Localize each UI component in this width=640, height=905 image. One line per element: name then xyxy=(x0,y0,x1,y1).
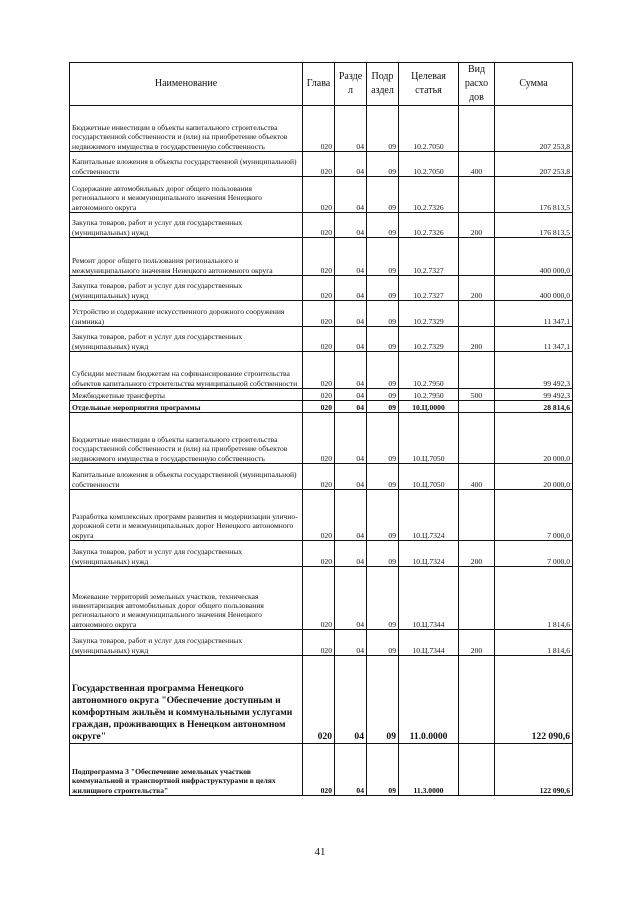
row-podrazdel: 09 xyxy=(367,352,399,389)
row-summa: 99 492,3 xyxy=(495,352,573,389)
table-row xyxy=(70,276,573,301)
row-statya: 10.Ц.7344 xyxy=(399,630,459,656)
row-glava: 020 xyxy=(303,301,335,327)
header-vid: Вид расхо дов xyxy=(459,63,495,106)
row-razdel: 04 xyxy=(335,106,367,152)
row-podrazdel: 09 xyxy=(367,490,399,541)
header-name: Наименование xyxy=(70,63,303,106)
header-row xyxy=(70,63,573,106)
row-razdel: 04 xyxy=(335,238,367,276)
row-name: Закупка товаров, работ и услуг для государственных (муниципальных) нужд xyxy=(70,630,303,656)
row-razdel: 04 xyxy=(335,301,367,327)
row-vid xyxy=(459,106,495,152)
table-row xyxy=(70,464,573,490)
table-row xyxy=(70,213,573,238)
row-name: Бюджетные инвестиции в объекты капитального строительства государственной собственности и (или) на приобретение объектов недвижимого имущества в государственную собственность xyxy=(70,413,303,464)
table-row xyxy=(70,152,573,177)
row-razdel: 04 xyxy=(335,464,367,490)
row-vid xyxy=(459,744,495,796)
row-podrazdel: 09 xyxy=(367,413,399,464)
row-podrazdel: 09 xyxy=(367,301,399,327)
row-summa: 28 814,6 xyxy=(495,401,573,413)
table-row xyxy=(70,177,573,213)
table-row xyxy=(70,301,573,327)
row-podrazdel: 09 xyxy=(367,276,399,301)
row-glava: 020 xyxy=(303,490,335,541)
row-summa: 122 090,6 xyxy=(495,744,573,796)
row-podrazdel: 09 xyxy=(367,238,399,276)
row-vid: 200 xyxy=(459,541,495,567)
row-podrazdel: 09 xyxy=(367,152,399,177)
table-row xyxy=(70,656,573,744)
table-row xyxy=(70,490,573,541)
row-vid xyxy=(459,656,495,744)
row-name: Содержание автомобильных дорог общего пользования регионального и межмуниципального значения Ненецкого автономного округа xyxy=(70,177,303,213)
row-vid: 500 xyxy=(459,389,495,401)
row-summa: 20 000,0 xyxy=(495,464,573,490)
table-row xyxy=(70,541,573,567)
table-body xyxy=(70,106,573,796)
table-row xyxy=(70,327,573,352)
row-statya: 11.3.0000 xyxy=(399,744,459,796)
row-statya: 10.2.7950 xyxy=(399,352,459,389)
row-glava: 020 xyxy=(303,413,335,464)
row-glava: 020 xyxy=(303,656,335,744)
row-summa: 1 814,6 xyxy=(495,567,573,630)
row-summa: 1 814,6 xyxy=(495,630,573,656)
row-glava: 020 xyxy=(303,630,335,656)
row-razdel: 04 xyxy=(335,413,367,464)
row-glava: 020 xyxy=(303,744,335,796)
row-glava: 020 xyxy=(303,177,335,213)
row-podrazdel: 09 xyxy=(367,106,399,152)
header-summa: Сумма xyxy=(495,63,573,106)
row-podrazdel: 09 xyxy=(367,213,399,238)
row-podrazdel: 09 xyxy=(367,541,399,567)
row-name: Государственная программа Ненецкого автономного округа "Обеспечение доступным и комфортным жильём и коммунальными услугами граждан, проживающих в Ненецком автономном округе" xyxy=(70,656,303,744)
row-podrazdel: 09 xyxy=(367,744,399,796)
header-statya: Целевая статья xyxy=(399,63,459,106)
row-vid xyxy=(459,352,495,389)
row-podrazdel: 09 xyxy=(367,177,399,213)
row-summa: 176 813,5 xyxy=(495,177,573,213)
row-razdel: 04 xyxy=(335,401,367,413)
row-statya: 10.2.7950 xyxy=(399,389,459,401)
row-vid xyxy=(459,401,495,413)
table-row xyxy=(70,413,573,464)
row-statya: 10.2.7329 xyxy=(399,327,459,352)
row-summa: 207 253,8 xyxy=(495,152,573,177)
row-podrazdel: 09 xyxy=(367,464,399,490)
row-statya: 10.2.7050 xyxy=(399,106,459,152)
row-summa: 11 347,1 xyxy=(495,327,573,352)
row-statya: 10.Ц.7050 xyxy=(399,464,459,490)
row-name: Закупка товаров, работ и услуг для государственных (муниципальных) нужд xyxy=(70,327,303,352)
row-glava: 020 xyxy=(303,106,335,152)
row-name: Закупка товаров, работ и услуг для государственных (муниципальных) нужд xyxy=(70,541,303,567)
row-summa: 7 000,0 xyxy=(495,490,573,541)
row-razdel: 04 xyxy=(335,630,367,656)
table-row xyxy=(70,744,573,796)
row-summa: 7 000,0 xyxy=(495,541,573,567)
row-name: Межевание территорий земельных участков, техническая инвентаризация автомобильных дорог общего пользования регионального и межмуниципального значения Ненецкого автономного округа xyxy=(70,567,303,630)
table-row xyxy=(70,106,573,152)
table-row xyxy=(70,630,573,656)
header-glava: Глава xyxy=(303,63,335,106)
header-razdel: Разде л xyxy=(335,63,367,106)
row-glava: 020 xyxy=(303,276,335,301)
row-summa: 20 000,0 xyxy=(495,413,573,464)
row-glava: 020 xyxy=(303,327,335,352)
table-row xyxy=(70,401,573,413)
row-podrazdel: 09 xyxy=(367,656,399,744)
row-vid xyxy=(459,177,495,213)
row-name: Разработка комплексных программ развития и модернизации улично-дорожной сети и межмуниципальных дорог Ненецкого автономного округа xyxy=(70,490,303,541)
row-name: Закупка товаров, работ и услуг для государственных (муниципальных) нужд xyxy=(70,213,303,238)
row-statya: 10.Ц.0000 xyxy=(399,401,459,413)
row-podrazdel: 09 xyxy=(367,567,399,630)
row-vid xyxy=(459,567,495,630)
table-row xyxy=(70,238,573,276)
row-name: Подпрограмма 3 "Обеспечение земельных участков коммунальной и транспортной инфраструктурами в целях жилищного строительства" xyxy=(70,744,303,796)
row-name: Ремонт дорог общего пользования регионального и межмуниципального значения Ненецкого автономного округа xyxy=(70,238,303,276)
row-name: Капитальные вложения в объекты государственной (муниципальной) собственности xyxy=(70,464,303,490)
row-name: Закупка товаров, работ и услуг для государственных (муниципальных) нужд xyxy=(70,276,303,301)
row-statya: 10.Ц.7324 xyxy=(399,490,459,541)
budget-table xyxy=(69,62,573,796)
row-razdel: 04 xyxy=(335,152,367,177)
row-glava: 020 xyxy=(303,567,335,630)
row-summa: 99 492,3 xyxy=(495,389,573,401)
row-razdel: 04 xyxy=(335,327,367,352)
row-name: Субсидии местным бюджетам на софинансирование строительства объектов капитального строительства муниципальной собственности xyxy=(70,352,303,389)
row-glava: 020 xyxy=(303,389,335,401)
row-podrazdel: 09 xyxy=(367,389,399,401)
row-glava: 020 xyxy=(303,352,335,389)
row-razdel: 04 xyxy=(335,276,367,301)
page-number: 41 xyxy=(314,846,326,858)
row-name: Межбюджетные трансферты xyxy=(70,389,303,401)
row-summa: 207 253,8 xyxy=(495,106,573,152)
row-vid: 400 xyxy=(459,464,495,490)
row-vid xyxy=(459,490,495,541)
row-glava: 020 xyxy=(303,464,335,490)
row-statya: 10.2.7326 xyxy=(399,177,459,213)
row-razdel: 04 xyxy=(335,744,367,796)
row-vid: 200 xyxy=(459,213,495,238)
row-statya: 10.2.7327 xyxy=(399,238,459,276)
row-razdel: 04 xyxy=(335,177,367,213)
row-name: Устройство и содержание искусственного дорожного сооружения (зимника) xyxy=(70,301,303,327)
row-razdel: 04 xyxy=(335,541,367,567)
row-glava: 020 xyxy=(303,152,335,177)
row-statya: 10.2.7326 xyxy=(399,213,459,238)
row-razdel: 04 xyxy=(335,213,367,238)
row-razdel: 04 xyxy=(335,490,367,541)
row-name: Бюджетные инвестиции в объекты капитального строительства государственной собственности и (или) на приобретение объектов недвижимого имущества в государственную собственность xyxy=(70,106,303,152)
row-glava: 020 xyxy=(303,238,335,276)
row-podrazdel: 09 xyxy=(367,630,399,656)
row-summa: 400 000,0 xyxy=(495,238,573,276)
row-name: Капитальные вложения в объекты государственной (муниципальной) собственности xyxy=(70,152,303,177)
row-podrazdel: 09 xyxy=(367,401,399,413)
row-summa: 122 090,6 xyxy=(495,656,573,744)
row-razdel: 04 xyxy=(335,352,367,389)
row-statya: 10.2.7327 xyxy=(399,276,459,301)
row-summa: 11 347,1 xyxy=(495,301,573,327)
table-row xyxy=(70,352,573,389)
row-vid xyxy=(459,413,495,464)
row-statya: 10.Ц.7050 xyxy=(399,413,459,464)
row-vid: 400 xyxy=(459,152,495,177)
row-vid: 200 xyxy=(459,630,495,656)
row-razdel: 04 xyxy=(335,656,367,744)
row-name: Отдельные мероприятия программы xyxy=(70,401,303,413)
row-vid xyxy=(459,301,495,327)
row-statya: 10.2.7329 xyxy=(399,301,459,327)
row-glava: 020 xyxy=(303,541,335,567)
row-podrazdel: 09 xyxy=(367,327,399,352)
row-razdel: 04 xyxy=(335,389,367,401)
row-glava: 020 xyxy=(303,401,335,413)
row-summa: 176 813,5 xyxy=(495,213,573,238)
row-vid xyxy=(459,238,495,276)
row-vid: 200 xyxy=(459,276,495,301)
row-statya: 10.2.7050 xyxy=(399,152,459,177)
row-statya: 11.0.0000 xyxy=(399,656,459,744)
row-statya: 10.Ц.7324 xyxy=(399,541,459,567)
table-row xyxy=(70,389,573,401)
table-row xyxy=(70,567,573,630)
row-summa: 400 000,0 xyxy=(495,276,573,301)
row-glava: 020 xyxy=(303,213,335,238)
row-vid: 200 xyxy=(459,327,495,352)
header-podrazdel: Подр аздел xyxy=(367,63,399,106)
row-razdel: 04 xyxy=(335,567,367,630)
row-statya: 10.Ц.7344 xyxy=(399,567,459,630)
